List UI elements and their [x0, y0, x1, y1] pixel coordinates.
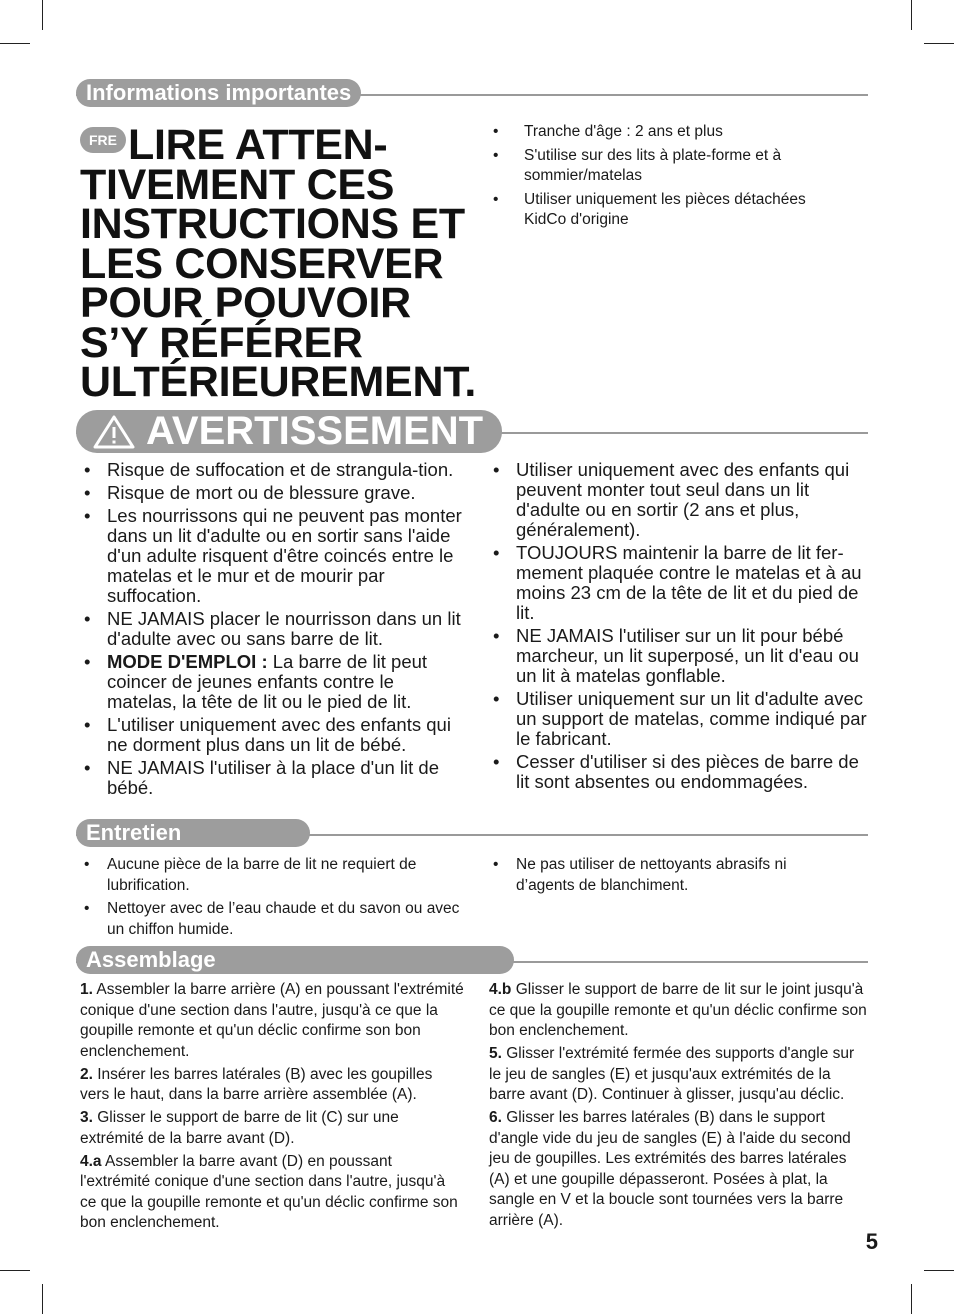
warning-triangle-icon: [92, 414, 136, 450]
item-text: TOUJOURS maintenir la barre de lit fer-mement plaquée contre le matelas et à au moins 23 cm de la tête de lit et du pied de lit.: [516, 542, 862, 623]
crop-mark: [911, 1284, 912, 1314]
list-item: [489, 855, 849, 896]
list-item: [80, 506, 465, 606]
crop-mark: [911, 0, 912, 30]
bullet-icon: •: [493, 688, 500, 709]
item-text: NE JAMAIS l'utiliser à la place d'un lit de bébé.: [107, 757, 439, 798]
section-header-assemblage: [76, 946, 868, 976]
item-text: La barre de lit peut coincer de jeunes enfants contre le matelas, la tête de lit ou le pied de lit.: [107, 651, 428, 712]
item-text: Ne pas utiliser de nettoyants abrasifs ni d’agents de blanchiment.: [516, 856, 787, 894]
bullet-icon: •: [493, 146, 499, 164]
assembly-step: [80, 980, 465, 1062]
section-header-entretien: [76, 819, 868, 849]
item-text: Nettoyer avec de l’eau chaude et du savon ou avec un chiffon humide.: [107, 900, 460, 938]
list-item: [489, 752, 874, 792]
step-text: Assembler la barre avant (D) en poussant l'extrémité conique d'une section dans l'autre, jusqu'à ce que la goupille remonte et qu'un déclic confirme son bon enclenchement.: [80, 1152, 458, 1231]
step-text: Glisser les barres latérales (B) dans le support d'angle vide du jeu de sangles (E) à l'aide du second jeu de goupilles. Les extrémités des barres latérales (A) et une goupille dépasseront. Posées à plat, la sangle en V et la boucle sont tournées vers la barre arrière (A).: [489, 1109, 851, 1229]
crop-mark: [42, 0, 43, 30]
warning-list-right: [489, 460, 874, 795]
crop-mark: [42, 1284, 43, 1314]
page-title: LIRE ATTEN-TIVEMENT CES INSTRUCTIONS ET LES CONSERVER POUR POUVOIR S’Y RÉFÉRER ULTÉRIEUREMENT.: [80, 121, 477, 406]
bullet-icon: •: [493, 625, 500, 646]
crop-mark: [924, 1270, 954, 1271]
bullet-icon: •: [493, 751, 500, 772]
warning-pill: [76, 410, 502, 453]
list-item: [489, 190, 849, 231]
item-text: Les nourrissons qui ne peuvent pas monter dans un lit d'adulte ou en sortir sans l'aide d'un adulte risquent d'être coincés entre le matelas et le mur et de mourir par suffocation.: [107, 505, 462, 606]
crop-mark: [0, 43, 30, 44]
list-item: [80, 855, 465, 896]
list-item: [80, 483, 465, 503]
crop-mark: [924, 43, 954, 44]
bullet-icon: •: [84, 505, 91, 526]
item-text: NE JAMAIS l'utiliser sur un lit pour bébé marcheur, un lit superposé, un lit d'eau ou un lit à matelas gonflable.: [516, 625, 859, 686]
bullet-icon: •: [84, 856, 90, 873]
step-text: Insérer les barres latérales (B) avec les goupilles vers le haut, dans la barre arrière assemblée (A).: [80, 1065, 433, 1103]
item-text: NE JAMAIS placer le nourrisson dans un lit d'adulte avec ou sans barre de lit.: [107, 608, 461, 649]
crop-mark: [0, 1270, 30, 1271]
item-text: Risque de mort ou de blessure grave.: [107, 482, 416, 503]
item-text: Tranche d'âge : 2 ans et plus: [524, 123, 723, 140]
list-item: [80, 715, 465, 755]
list-item: [489, 146, 849, 187]
bullet-icon: •: [493, 856, 499, 873]
bullet-icon: •: [493, 123, 499, 140]
step-number: 1.: [80, 981, 93, 998]
assembly-step: [80, 1152, 465, 1234]
section-label: Assemblage: [76, 946, 514, 974]
list-item: [80, 609, 465, 649]
assembly-step: [489, 1044, 869, 1106]
list-item: [489, 122, 849, 143]
warning-banner: [76, 410, 868, 453]
list-item: [489, 626, 874, 686]
bullet-icon: •: [493, 459, 500, 480]
bullet-icon: •: [84, 608, 91, 629]
list-item: [80, 899, 465, 940]
assembly-step: [80, 1108, 465, 1149]
list-item: [489, 460, 874, 540]
bullet-icon: •: [84, 482, 91, 503]
step-number: 3.: [80, 1109, 93, 1126]
list-item: [80, 758, 465, 798]
list-item: [489, 543, 874, 623]
item-emphasis: MODE D'EMPLOI :: [107, 651, 268, 672]
item-text: Cesser d'utiliser si des pièces de barre de lit sont absentes ou endommagées.: [516, 751, 859, 792]
bullet-icon: •: [493, 542, 500, 563]
list-item: [80, 652, 465, 712]
item-text: Utiliser uniquement les pièces détachées KidCo d'origine: [524, 190, 806, 228]
entretien-list-left: [80, 855, 465, 943]
item-text: Aucune pièce de la barre de lit ne requiert de lubrification.: [107, 856, 417, 894]
bullet-icon: •: [84, 900, 90, 917]
assembly-steps-left: [80, 980, 465, 1236]
intro-list: [489, 122, 849, 234]
section-label: Informations importantes: [76, 79, 361, 107]
step-number: 4.a: [80, 1152, 102, 1170]
section-label: Entretien: [76, 819, 310, 847]
step-text: Assembler la barre arrière (A) en poussant l'extrémité conique d'une section dans l'autre, jusqu'à ce que la goupille remonte et qu'un déclic confirme son bon enclenchement.: [80, 981, 464, 1060]
language-badge: FRE: [80, 127, 126, 153]
step-text: Glisser l'extrémité fermée des supports d'angle sur le jeu de sangles (E) et jusqu'aux extrémités de la barre avant (D). Continuer à glisser, jusqu'au déclic.: [489, 1045, 855, 1103]
assembly-step: [80, 1065, 465, 1106]
bullet-icon: •: [84, 714, 91, 735]
bullet-icon: •: [493, 190, 499, 208]
item-text: L'utiliser uniquement avec des enfants qui ne dorment plus dans un lit de bébé.: [107, 714, 451, 755]
warning-label: AVERTISSEMENT: [146, 409, 484, 453]
bullet-icon: •: [84, 757, 91, 778]
bullet-icon: •: [84, 651, 91, 672]
bullet-icon: •: [84, 459, 91, 480]
item-text: Risque de suffocation et de strangula-tion.: [107, 459, 454, 480]
assembly-step: [489, 1108, 869, 1231]
step-text: Glisser le support de barre de lit sur le joint jusqu'à ce que la goupille remonte et qu'un déclic confirme son bon enclenchement.: [489, 981, 867, 1039]
list-item: [80, 460, 465, 480]
page-number: 5: [865, 1229, 878, 1254]
step-number: 4.b: [489, 981, 512, 998]
entretien-list-right: [489, 855, 849, 899]
step-number: 5.: [489, 1045, 502, 1062]
assembly-step: [489, 980, 869, 1042]
section-header-informations: [76, 79, 868, 109]
step-number: 2.: [80, 1065, 93, 1083]
step-text: Glisser le support de barre de lit (C) sur une extrémité de la barre avant (D).: [80, 1109, 399, 1147]
item-text: S'utilise sur des lits à plate-forme et à sommier/matelas: [524, 146, 782, 184]
list-item: [489, 689, 874, 749]
step-number: 6.: [489, 1109, 502, 1126]
warning-list-left: [80, 460, 465, 801]
item-text: Utiliser uniquement sur un lit d'adulte avec un support de matelas, comme indiqué par le fabricant.: [516, 688, 867, 749]
assembly-steps-right: [489, 980, 869, 1234]
item-text: Utiliser uniquement avec des enfants qui peuvent monter tout seul dans un lit d'adulte ou en sortir (2 ans et plus, généralement).: [516, 459, 850, 540]
